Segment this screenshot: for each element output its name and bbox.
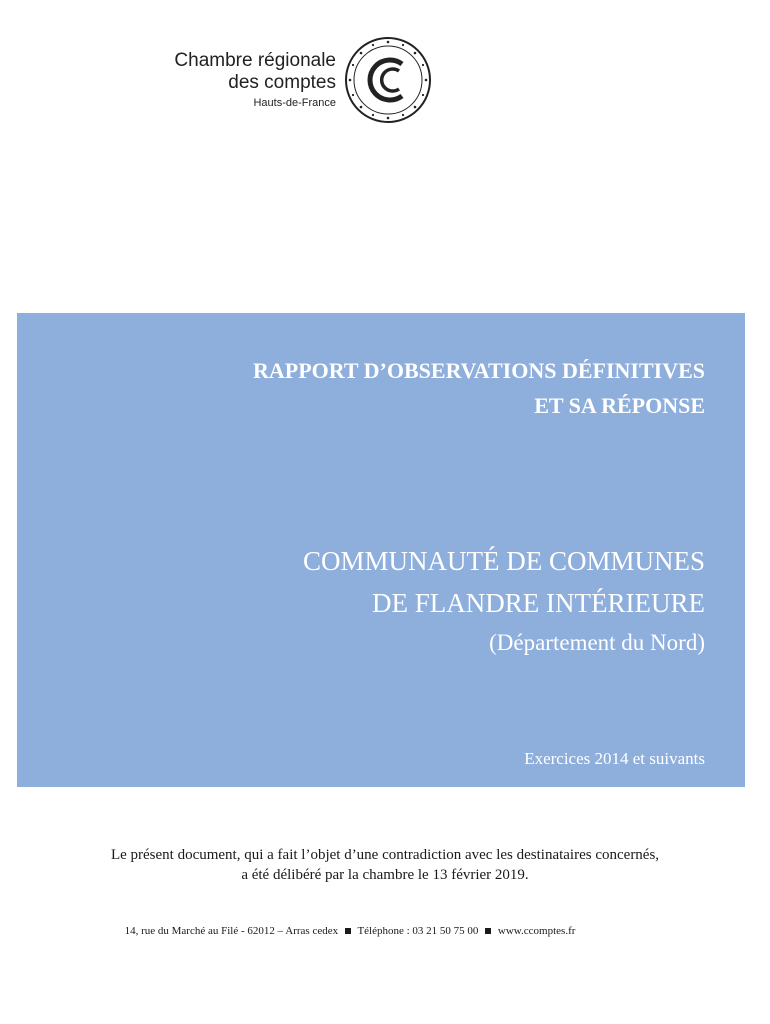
- footer-website: www.ccomptes.fr: [497, 925, 576, 937]
- square-separator-icon: [485, 928, 491, 934]
- institution-header: [160, 34, 460, 124]
- org-name-line1: Chambre régionale: [174, 50, 336, 71]
- footer-contact: [0, 925, 700, 937]
- org-region: Hauts-de-France: [253, 97, 336, 109]
- square-separator-icon: [345, 928, 351, 934]
- seal-logo-icon: [342, 34, 434, 126]
- department-label: (Département du Nord): [489, 630, 705, 655]
- report-title-line2: ET SA RÉPONSE: [534, 393, 705, 418]
- deliberation-notice-line2: a été délibéré par la chambre le 13 février 2019.: [241, 867, 529, 883]
- title-band: [17, 313, 745, 787]
- org-name-line2: des comptes: [228, 72, 336, 93]
- exercises-label: Exercices 2014 et suivants: [524, 749, 705, 768]
- entity-name-line2: DE FLANDRE INTÉRIEURE: [372, 588, 705, 618]
- entity-name-line1: COMMUNAUTÉ DE COMMUNES: [302, 546, 705, 576]
- footer-phone: Téléphone : 03 21 50 75 00: [357, 925, 479, 937]
- footer-address: 14, rue du Marché au Filé - 62012 – Arras cedex: [124, 925, 339, 937]
- deliberation-notice-line1: Le présent document, qui a fait l’objet d’une contradiction avec les destinataires concernés,: [110, 847, 660, 863]
- report-title-line1: RAPPORT D’OBSERVATIONS DÉFINITIVES: [253, 358, 705, 383]
